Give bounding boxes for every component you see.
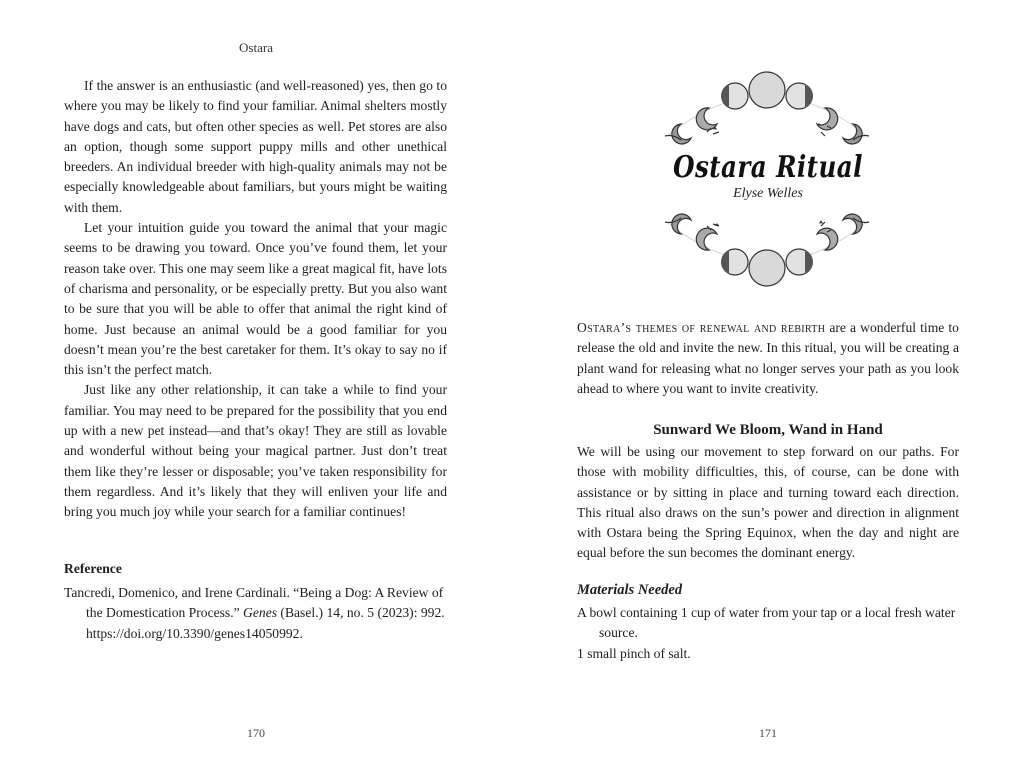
ritual-author: Elyse Welles <box>733 186 803 201</box>
paragraph: Let your intuition guide you toward the animal that your magic seems to be drawing you toward. Once you’ve found them, let your reason take over. This one may seem like a great magical fit, have lots of charisma and personality, or be especially pretty. But you also want to be sure that you will be able to offer that animal the right kind of home. Just because an animal would be a good familiar for you doesn’t mean you’re the best caretaker for them. It’s okay to say no if this isn’t the perfect match. <box>64 220 447 378</box>
left-body-text <box>64 76 447 523</box>
right-page <box>512 0 1024 780</box>
intro-lead-in: Ostara’s themes of renewal and rebirth <box>577 320 826 335</box>
moon-phases-ornament-bottom-icon <box>657 210 877 290</box>
running-head: Ostara <box>239 40 273 55</box>
ritual-title: Ostara Ritual <box>673 150 863 185</box>
reference-details: (Basel.) 14, no. 5 (2023): 992. https://doi.org/10.3390/genes14050992. <box>86 605 445 641</box>
paragraph: Just like any other relationship, it can take a while to find your familiar. You may need to be prepared for the possibility that you end up with a new pet instead—and that’s okay! They are still as lovable and wonderful without being your magical partner. Just don’t treat them like they’re lesser or disposable; you’ve taken responsibility for them regardless. And it’s likely that they will enliven your life and bring you much joy while your search for a familiar continues! <box>64 382 447 520</box>
reference-entry <box>64 583 449 644</box>
reference-journal: Genes <box>243 605 278 621</box>
reference-heading: Reference <box>64 561 122 576</box>
paragraph: If the answer is an enthusiastic (and well-reasoned) yes, then go to where you may be likely to find your familiar. Animal shelters mostly have dogs and cats, but often other species as well. Pet stores are also an option, though some support puppy mills and other unethical breeders. An individual breeder with high-quality animals may not be especially knowledgeable about familiars, but yours might be waiting with them. <box>64 78 447 215</box>
ritual-intro <box>577 318 959 399</box>
materials-list <box>577 603 962 664</box>
section-paragraph: We will be using our movement to step forward on our paths. For those with mobility difficulties, this, of course, can be done with assistance or by sitting in place and turning toward each direction. This ritual also draws on the sun’s power and direction in alignment with Ostara being the Spring Equinox, when the day and night are equal before the sun becomes the dominant energy. <box>577 444 959 561</box>
page-number: 170 <box>247 726 265 740</box>
moon-phases-ornament-top-icon <box>657 66 877 148</box>
materials-heading: Materials Needed <box>577 582 683 598</box>
list-item: 1 small pinch of salt. <box>577 645 691 661</box>
page-number: 171 <box>759 726 777 740</box>
section-subheading: Sunward We Bloom, Wand in Hand <box>653 422 883 438</box>
reference-authors: Tancredi, Domenico, and Irene Cardinali. “Being a Dog: A Review of the Domestication Process.” <box>64 585 444 621</box>
list-item: A bowl containing 1 cup of water from your tap or a local fresh water source. <box>577 605 956 641</box>
intro-text: are a wonderful time to release the old and invite the new. In this ritual, you will be creating a plant wand for releasing what no longer serves your path as you look ahead to where you want to invite creativity. <box>577 320 959 396</box>
